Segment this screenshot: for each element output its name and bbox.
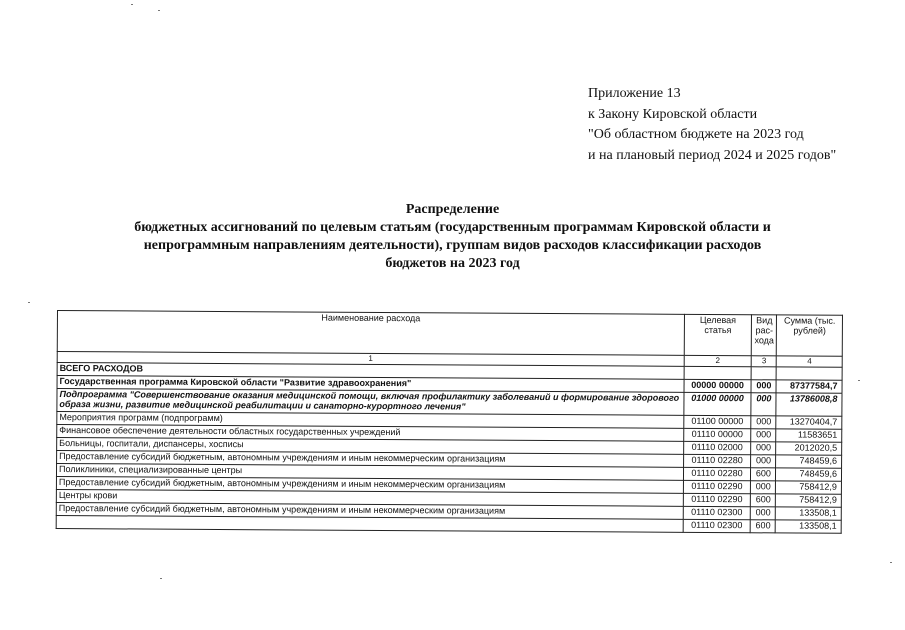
row-code: 01110 02280 xyxy=(683,467,751,480)
row-sum: 13786008,8 xyxy=(776,393,842,416)
row-sum: 11583651 xyxy=(776,429,842,442)
title-heading: Распределение xyxy=(405,202,500,217)
row-name: Государственная программа Кировской области "Развитие здравоохранения" xyxy=(57,376,684,393)
scan-speck xyxy=(858,380,860,381)
row-name xyxy=(56,515,683,532)
appendix-line: и на плановый период 2024 и 2025 годов" xyxy=(588,147,837,163)
row-type: 000 xyxy=(751,380,776,393)
row-sum: 758412,9 xyxy=(776,481,842,494)
row-code: 01110 02300 xyxy=(683,519,751,532)
row-sum xyxy=(777,367,843,380)
row-sum: 748459,6 xyxy=(776,455,842,468)
appendix-line: к Закону Кировской области xyxy=(588,106,758,122)
row-type: 600 xyxy=(750,520,775,533)
title-line: бюджетных ассигнований по целевым статьям (государственным программам Кировской области и xyxy=(134,220,771,235)
row-name: Подпрограмма "Совершенствование оказания медицинской помощи, включая профилактику заболеваний и формирование здорового образа жизни, развитие медицинской реабилитации и санаторно-курортного лечения" xyxy=(57,389,684,416)
row-sum: 2012020,5 xyxy=(776,442,842,455)
row-code: 01110 02290 xyxy=(683,493,751,506)
title-line: непрограммным направлениям деятельности), группам видов расходов классификации расходов xyxy=(143,238,762,253)
appendix-line: "Об областном бюджете на 2023 год xyxy=(588,127,804,142)
row-code: 01110 02000 xyxy=(683,441,751,454)
row-type: 000 xyxy=(751,481,776,494)
column-number: 1 xyxy=(57,352,684,367)
scan-speck xyxy=(890,562,892,563)
row-code: 01000 00000 xyxy=(684,392,752,415)
row-sum: 133508,1 xyxy=(776,507,842,520)
column-number: 3 xyxy=(751,356,776,367)
row-code: 01110 00000 xyxy=(683,428,751,441)
row-sum: 748459,6 xyxy=(776,468,842,481)
row-type xyxy=(751,367,776,380)
row-name: Мероприятия программ (подпрограмм) xyxy=(57,412,684,429)
row-type: 000 xyxy=(751,416,776,429)
scan-speck xyxy=(158,10,160,11)
scan-speck xyxy=(160,578,162,579)
row-sum: 13270404,7 xyxy=(776,416,842,429)
row-name: Финансовое обеспечение деятельности областных государственных учреждений xyxy=(57,425,684,442)
column-number: 4 xyxy=(777,356,843,367)
row-sum: 87377584,7 xyxy=(776,380,842,393)
appendix-note xyxy=(588,84,836,166)
row-name: Предоставление субсидий бюджетным, автономным учреждениям и иным некоммерческим организациям xyxy=(56,476,683,493)
document-title xyxy=(95,201,810,273)
row-type: 000 xyxy=(751,455,776,468)
row-name: ВСЕГО РАСХОДОВ xyxy=(57,363,684,380)
scan-speck xyxy=(131,4,133,5)
row-type: 600 xyxy=(751,494,776,507)
row-type: 000 xyxy=(751,507,776,520)
row-name: Больницы, госпитали, диспансеры, хосписы xyxy=(57,438,684,455)
scan-speck xyxy=(28,302,30,303)
row-sum: 758412,9 xyxy=(776,494,842,507)
row-code: 01110 02290 xyxy=(683,480,751,493)
row-code xyxy=(684,366,752,379)
column-number: 2 xyxy=(684,355,752,366)
row-name: Центры крови xyxy=(56,489,683,506)
row-name: Предоставление субсидий бюджетным, автономным учреждениям и иным некоммерческим организациям xyxy=(56,502,683,519)
title-line: бюджетов на 2023 год xyxy=(385,256,520,271)
row-type: 000 xyxy=(751,393,776,416)
row-code: 00000 00000 xyxy=(684,379,752,392)
appendix-line: Приложение 13 xyxy=(588,86,681,101)
header-code: Целевая статья xyxy=(684,314,752,355)
row-name: Предоставление субсидий бюджетным, автономным учреждениям и иным некоммерческим организациям xyxy=(57,451,684,468)
row-type: 600 xyxy=(751,468,776,481)
table-header-row xyxy=(57,311,842,357)
row-code: 01110 02300 xyxy=(683,506,751,519)
row-type: 000 xyxy=(751,442,776,455)
row-code: 01110 02280 xyxy=(683,454,751,467)
row-name: Поликлиники, специализированные центры xyxy=(56,464,683,481)
header-type: Вид рас-хода xyxy=(752,315,777,356)
row-sum: 133508,1 xyxy=(776,520,842,533)
budget-table xyxy=(56,310,843,534)
header-sum: Сумма (тыс. рублей) xyxy=(777,315,843,356)
row-type: 000 xyxy=(751,429,776,442)
row-code: 01100 00000 xyxy=(684,415,752,428)
header-name: Наименование расхода xyxy=(57,311,684,356)
